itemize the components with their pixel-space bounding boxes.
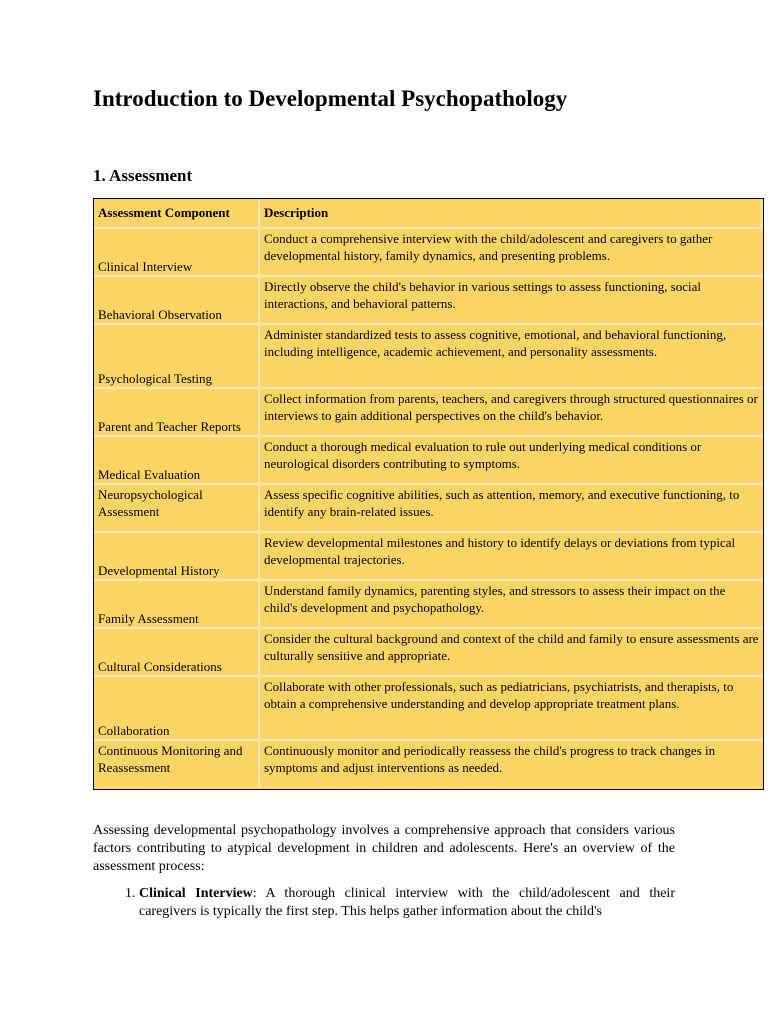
description-cell: Directly observe the child's behavior in various settings to assess functioning, social interactions, and behavioral patterns. <box>260 277 763 325</box>
description-cell: Administer standardized tests to assess cognitive, emotional, and behavioral functioning, including intelligence, academic achievement, and personality assessments. <box>260 325 763 389</box>
header-cell-description: Description <box>260 199 763 229</box>
table-row <box>94 437 763 485</box>
description-cell: Assess specific cognitive abilities, such as attention, memory, and executive functioning, to identify any brain-related issues. <box>260 485 763 533</box>
table-row <box>94 533 763 581</box>
description-cell: Continuously monitor and periodically reassess the child's progress to track changes in symptoms and adjust interventions as needed. <box>260 741 763 789</box>
description-cell: Conduct a thorough medical evaluation to rule out underlying medical conditions or neurological disorders contributing to symptoms. <box>260 437 763 485</box>
table-row <box>94 277 763 325</box>
table-row <box>94 389 763 437</box>
description-cell: Conduct a comprehensive interview with the child/adolescent and caregivers to gather developmental history, family dynamics, and presenting problems. <box>260 229 763 277</box>
section-heading: 1. Assessment <box>93 166 193 185</box>
component-cell: Continuous Monitoring and Reassessment <box>94 741 260 789</box>
table-row <box>94 229 763 277</box>
description-cell: Collaborate with other professionals, such as pediatricians, psychiatrists, and therapists, to obtain a comprehensive understanding and develop appropriate treatment plans. <box>260 677 763 741</box>
table-row <box>94 741 763 789</box>
page-title: Introduction to Developmental Psychopathology <box>93 86 568 111</box>
table-row <box>94 325 763 389</box>
description-cell: Consider the cultural background and context of the child and family to ensure assessments are culturally sensitive and appropriate. <box>260 629 763 677</box>
description-cell: Collect information from parents, teachers, and caregivers through structured questionnaires or interviews to gain additional perspectives on the child's behavior. <box>260 389 763 437</box>
table-row <box>94 485 763 533</box>
list-item <box>139 885 675 921</box>
table-header-row <box>94 199 763 229</box>
description-cell: Review developmental milestones and history to identify delays or deviations from typical developmental trajectories. <box>260 533 763 581</box>
assessment-steps-list <box>93 885 675 921</box>
intro-paragraph: Assessing developmental psychopathology involves a comprehensive approach that considers various factors contributing to atypical development in children and adolescents. Here's an overview of the assessment process: <box>93 823 675 874</box>
table-row <box>94 581 763 629</box>
component-cell: Parent and Teacher Reports <box>94 389 260 437</box>
component-cell: Collaboration <box>94 677 260 741</box>
component-cell: Developmental History <box>94 533 260 581</box>
component-cell: Cultural Considerations <box>94 629 260 677</box>
table-row <box>94 677 763 741</box>
component-cell: Medical Evaluation <box>94 437 260 485</box>
component-cell: Behavioral Observation <box>94 277 260 325</box>
table-row <box>94 629 763 677</box>
step-text: : A thorough clinical interview with the child/adolescent and their caregivers is typically the first step. This helps gather information about the child's <box>139 886 675 919</box>
component-cell: Neuropsychological Assessment <box>94 485 260 533</box>
component-cell: Clinical Interview <box>94 229 260 277</box>
description-cell: Understand family dynamics, parenting styles, and stressors to assess their impact on the child's development and psychopathology. <box>260 581 763 629</box>
header-cell-component: Assessment Component <box>94 199 260 229</box>
component-cell: Psychological Testing <box>94 325 260 389</box>
component-cell: Family Assessment <box>94 581 260 629</box>
assessment-table <box>93 198 764 790</box>
step-term: Clinical Interview <box>139 886 253 901</box>
